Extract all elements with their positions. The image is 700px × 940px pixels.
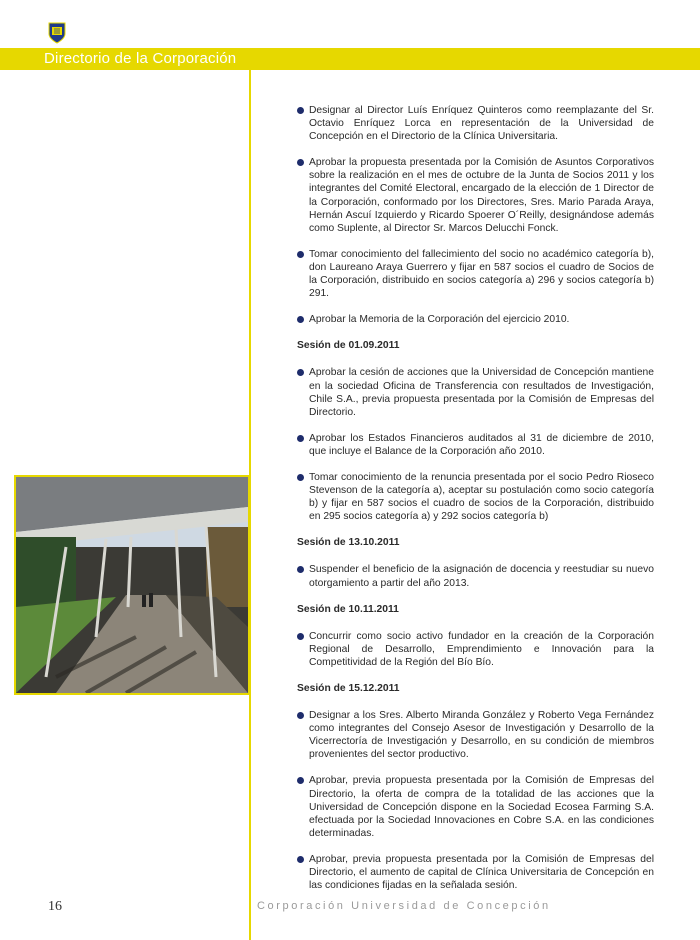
- list-item: Concurrir como socio activo fundador en la creación de la Corporación Regional de Desarrollo, Emprendimiento e Innovación para la Competitividad de la Región del Bío Bío.: [297, 630, 654, 669]
- list-item: Designar al Director Luís Enríquez Quinteros como reemplazante del Sr. Octavio Enríquez Lorca en representación de la Universidad de Concepción en el Directorio de la Clínica Universitaria.: [297, 104, 654, 143]
- list-item: Aprobar la Memoria de la Corporación del ejercicio 2010.: [297, 313, 654, 326]
- page-title: Directorio de la Corporación: [44, 50, 237, 67]
- list-item: Aprobar, previa propuesta presentada por la Comisión de Empresas del Directorio, el aumento de capital de Clínica Universitaria de Concepción en las condiciones fijadas en la señalada sesión.: [297, 853, 654, 892]
- list-item: Aprobar, previa propuesta presentada por la Comisión de Empresas del Directorio, la oferta de compra de la totalidad de las acciones que la Universidad de Concepción dispone en la Sociedad Ecosea Farming S.A. efectuada por la Sociedad Innovaciones en Cobre S.A. en las condiciones determinadas.: [297, 774, 654, 839]
- list-item: Tomar conocimiento del fallecimiento del socio no académico categoría b), don Laureano Araya Guerrero y fijar en 587 socios el cuadro de Socios de la Corporación, distribuido en socios categoría a) 296 y socios categoría b) 291.: [297, 248, 654, 300]
- university-shield-icon: [48, 22, 66, 44]
- list-item: Suspender el beneficio de la asignación de docencia y reestudiar su nuevo otorgamiento a partir del año 2013.: [297, 563, 654, 589]
- list-item: Aprobar la cesión de acciones que la Universidad de Concepción mantiene en la sociedad Oficina de Transferencia con resultados de Investigación, Chile S.A., previa propuesta presentada por la Comisión de Empresas del Directorio.: [297, 366, 654, 418]
- session-heading: Sesión de 15.12.2011: [297, 683, 400, 694]
- session-heading: Sesión de 13.10.2011: [297, 537, 400, 549]
- session-heading: Sesión de 01.09.2011: [297, 340, 400, 352]
- bullet-icon: [297, 159, 304, 166]
- bullet-icon: [297, 251, 304, 258]
- bullet-icon: [297, 369, 304, 376]
- footer-organization: Corporación Universidad de Concepción: [257, 900, 551, 912]
- bullet-icon: [297, 474, 304, 481]
- bullet-icon: [297, 107, 304, 114]
- campus-walkway-photo: [14, 475, 250, 695]
- bullet-icon: [297, 856, 304, 863]
- bullet-icon: [297, 316, 304, 323]
- bullet-icon: [297, 712, 304, 719]
- resolutions-list: [297, 104, 654, 905]
- page-number: 16: [48, 899, 62, 914]
- session-heading: Sesión de 10.11.2011: [297, 603, 399, 615]
- list-item: Tomar conocimiento de la renuncia presentada por el socio Pedro Rioseco Stevenson de la categoría a), aceptar su postulación como socio categoría b) y fijar en 587 socios el cuadro de socios de la Corporación, distribuido en 295 socios categoría a) y 292 socios categoría b): [297, 471, 654, 523]
- bullet-icon: [297, 777, 304, 784]
- bullet-icon: [297, 566, 304, 573]
- list-item: Aprobar la propuesta presentada por la Comisión de Asuntos Corporativos sobre la realización en el mes de octubre de la Junta de Socios 2011 y los integrantes del Comité Electoral, encargado de la elección de 1 Director de la Corporación, conformado por los Directores, Sres. Mario Parada Araya, Hernán Ascuí Izquierdo y Ricardo Spoerer O´Reilly, designándose además como Suplente, al Director Sr. Marcos Delucchi Fonck.: [297, 156, 654, 235]
- bullet-icon: [297, 435, 304, 442]
- bullet-icon: [297, 633, 304, 640]
- list-item: Aprobar los Estados Financieros auditados al 31 de diciembre de 2010, que incluye el Balance de la Corporación año 2010.: [297, 432, 654, 458]
- list-item: Designar a los Sres. Alberto Miranda González y Roberto Vega Fernández como integrantes del Consejo Asesor de Investigación y Desarrollo de la Vicerrectoría de Investigación y Desarrollo, en su condición de miembros provenientes del sector productivo.: [297, 709, 654, 761]
